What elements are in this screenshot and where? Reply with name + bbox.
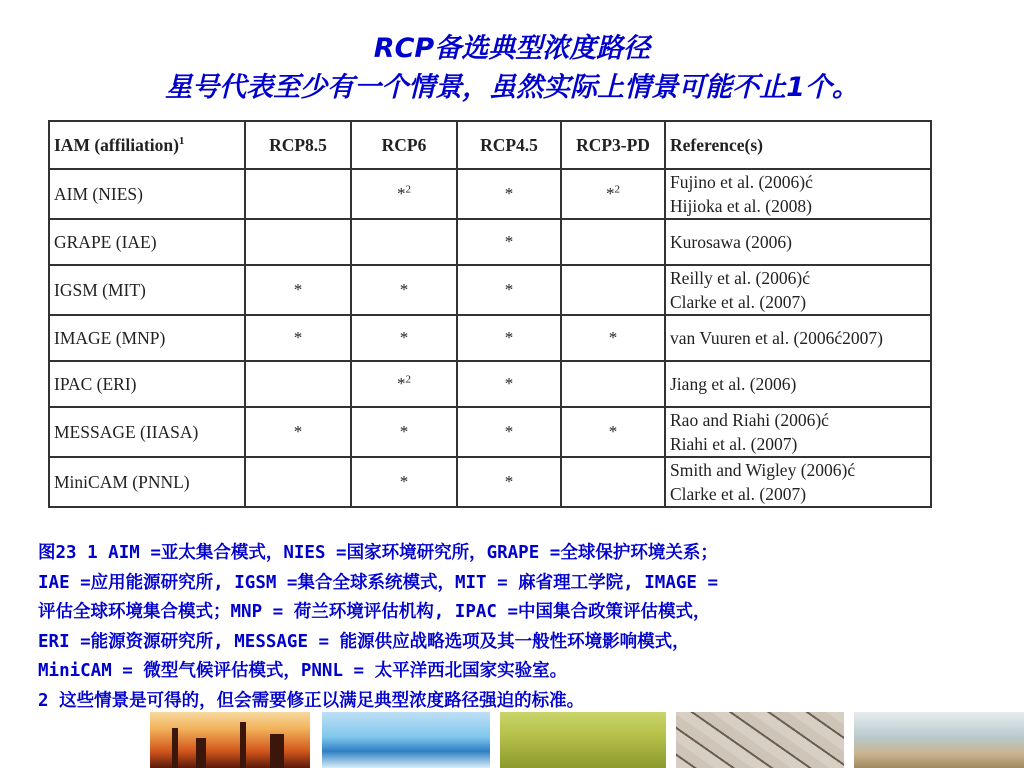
table-row (49, 407, 931, 457)
iam-cell: GRAPE (IAE) (49, 219, 245, 265)
caption-line: MiniCAM = 微型气候评估模式，PNNL = 太平洋西北国家实验室。 (38, 661, 568, 681)
reference-cell (665, 169, 931, 219)
rcp6-cell (351, 169, 457, 219)
reference-cell (665, 219, 931, 265)
reference-line: Smith and Wigley (2006)ć (670, 460, 856, 480)
reference-cell (665, 315, 931, 361)
rcp85-cell (245, 265, 351, 315)
header-rcp45: RCP4.5 (457, 121, 561, 169)
header-rcp6: RCP6 (351, 121, 457, 169)
scenario-asterisk: * (504, 184, 514, 203)
table-row (49, 219, 931, 265)
rcp3pd-cell (561, 315, 665, 361)
rcp6-cell (351, 219, 457, 265)
industry-photo (150, 712, 310, 768)
caption-line: IAE =应用能源研究所, IGSM =集合全球系统模式，MIT = 麻省理工学院, IMAGE = (38, 572, 719, 593)
table-header-row (49, 121, 931, 169)
reference-cell (665, 361, 931, 407)
table-row (49, 457, 931, 507)
iam-cell: IGSM (MIT) (49, 265, 245, 315)
reference-line: Clarke et al. (2007) (670, 292, 807, 312)
rcp3pd-cell (561, 457, 665, 507)
rcp6-cell (351, 407, 457, 457)
drought-photo (676, 712, 844, 768)
rcp45-cell (457, 315, 561, 361)
header-iam: IAM (affiliation)$^1$ (49, 121, 245, 169)
rcp6-cell (351, 265, 457, 315)
rcp85-cell (245, 169, 351, 219)
scenario-asterisk: * (504, 472, 514, 491)
rcp-table (48, 120, 932, 508)
scenario-asterisk: * (504, 328, 514, 347)
chimney-shape (270, 734, 284, 768)
rcp-table-container (48, 120, 932, 508)
footnote-marker: 2 (405, 373, 411, 386)
chimney-shape (196, 738, 206, 768)
scenario-asterisk: * (293, 280, 303, 299)
rcp45-cell (457, 361, 561, 407)
reference-line: Reilly et al. (2006)ć (670, 268, 810, 288)
footnote-marker: 2 (614, 183, 620, 196)
rcp3pd-cell (561, 265, 665, 315)
rcp3pd-cell (561, 361, 665, 407)
field-photo (500, 712, 666, 768)
rcp85-cell (245, 407, 351, 457)
table-row (49, 265, 931, 315)
iam-cell: MiniCAM (PNNL) (49, 457, 245, 507)
scenario-asterisk: * (504, 280, 514, 299)
reference-line: Kurosawa (2006) (670, 232, 792, 252)
slide-subtitle: 星号代表至少有一个情景，虽然实际上情景可能不止1个。 (165, 72, 859, 103)
scenario-asterisk: * (397, 184, 406, 203)
table-row (49, 315, 931, 361)
reference-cell (665, 457, 931, 507)
reference-line: Riahi et al. (2007) (670, 434, 798, 454)
scenario-asterisk: * (606, 184, 615, 203)
chimney-shape (240, 722, 246, 768)
iam-cell: AIM (NIES) (49, 169, 245, 219)
rcp45-cell (457, 407, 561, 457)
rcp85-cell (245, 219, 351, 265)
scenario-asterisk: * (608, 328, 618, 347)
scenario-asterisk: * (293, 328, 303, 347)
scenario-asterisk: * (399, 280, 409, 299)
scenario-asterisk: * (399, 328, 409, 347)
chimney-shape (172, 728, 178, 768)
caption-line: 图23 1 AIM =亚太集合模式，NIES =国家环境研究所，GRAPE =全球保护环境关系； (38, 543, 718, 563)
scenario-asterisk: * (399, 472, 409, 491)
reference-line: van Vuuren et al. (2006ć2007) (670, 328, 883, 348)
rcp3pd-cell (561, 407, 665, 457)
header-rcp3pd: RCP3-PD (561, 121, 665, 169)
rcp6-cell (351, 457, 457, 507)
reference-line: Jiang et al. (2006) (670, 374, 797, 394)
rcp3pd-cell (561, 169, 665, 219)
figure-caption (38, 539, 998, 716)
caption-line: ERI =能源资源研究所, MESSAGE = 能源供应战略选项及其一般性环境影响模式， (38, 631, 690, 652)
rcp3pd-cell (561, 219, 665, 265)
scenario-asterisk: * (397, 374, 406, 393)
rcp85-cell (245, 315, 351, 361)
reference-line: Hijioka et al. (2008) (670, 196, 812, 216)
header-rcp85: RCP8.5 (245, 121, 351, 169)
reference-cell (665, 265, 931, 315)
iam-cell: IMAGE (MNP) (49, 315, 245, 361)
scenario-asterisk: * (504, 232, 514, 251)
rcp85-cell (245, 361, 351, 407)
rcp45-cell (457, 219, 561, 265)
slide-title: RCP备选典型浓度路径 (373, 33, 651, 64)
rcp6-cell (351, 315, 457, 361)
footnote-marker: 2 (405, 183, 411, 196)
ice-photo (322, 712, 490, 768)
table-row (49, 361, 931, 407)
caption-line: 评估全球环境集合模式；MNP = 荷兰环境评估机构, IPAC =中国集合政策评估模式， (38, 602, 711, 622)
rcp45-cell (457, 265, 561, 315)
reference-line: Rao and Riahi (2006)ć (670, 410, 829, 430)
rcp85-cell (245, 457, 351, 507)
iam-cell: IPAC (ERI) (49, 361, 245, 407)
table-row (49, 169, 931, 219)
reference-cell (665, 407, 931, 457)
scenario-asterisk: * (504, 374, 514, 393)
header-references: Reference(s) (665, 121, 931, 169)
rcp45-cell (457, 169, 561, 219)
scenario-asterisk: * (399, 422, 409, 441)
coast-photo (854, 712, 1024, 768)
rcp45-cell (457, 457, 561, 507)
reference-line: Clarke et al. (2007) (670, 484, 807, 504)
rcp6-cell (351, 361, 457, 407)
iam-cell: MESSAGE (IIASA) (49, 407, 245, 457)
scenario-asterisk: * (293, 422, 303, 441)
caption-line: 2 这些情景是可得的，但会需要修正以满足典型浓度路径强迫的标准。 (38, 690, 585, 711)
reference-line: Fujino et al. (2006)ć (670, 172, 813, 192)
scenario-asterisk: * (608, 422, 618, 441)
scenario-asterisk: * (504, 422, 514, 441)
